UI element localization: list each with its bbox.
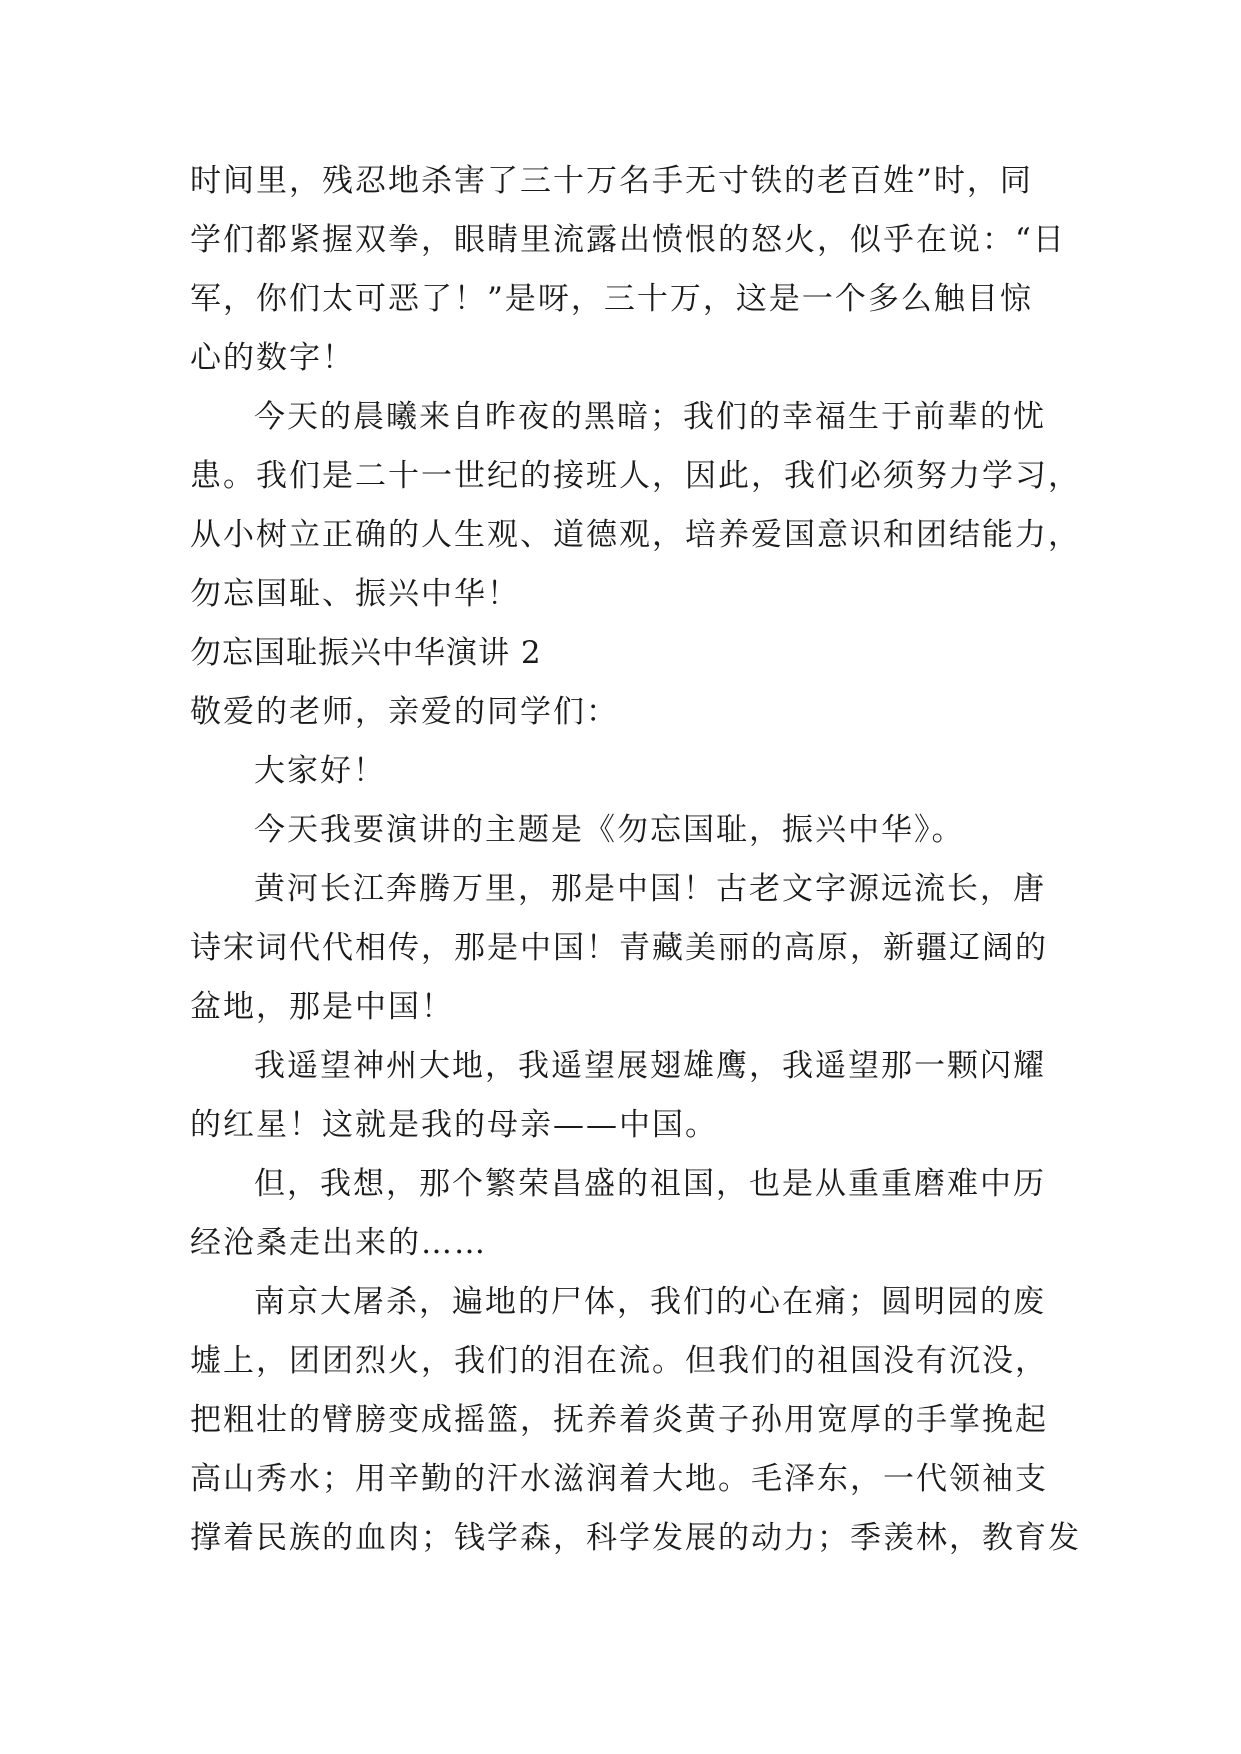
text-line: 心的数字！: [190, 340, 355, 376]
text-line: 我遥望神州大地，我遥望展翅雄鹰，我遥望那一颗闪耀: [254, 1048, 1046, 1084]
text-line: 时间里，残忍地杀害了三十万名手无寸铁的老百姓”时，同: [190, 163, 1033, 199]
text-line: 学们都紧握双拳，眼睛里流露出愤恨的怒火，似乎在说：“日: [190, 222, 1066, 258]
text-line: 的红星！这就是我的母亲——中国。: [190, 1107, 718, 1143]
document-body: [190, 152, 1081, 1568]
text-line: 墟上，团团烈火，我们的泪在流。但我们的祖国没有沉没，: [190, 1343, 1048, 1379]
text-line: 诗宋词代代相传，那是中国！青藏美丽的高原，新疆辽阔的: [190, 930, 1048, 966]
text-line: 南京大屠杀，遍地的尸体，我们的心在痛；圆明园的废: [254, 1284, 1046, 1320]
text-line: 撑着民族的血肉；钱学森，科学发展的动力；季羡林，教育发: [190, 1520, 1081, 1556]
text-line: 盆地，那是中国！: [190, 989, 454, 1025]
section-title: 勿忘国耻振兴中华演讲 2: [190, 635, 542, 671]
salutation: 敬爱的老师，亲爱的同学们：: [190, 694, 619, 730]
text-line: 军，你们太可恶了！”是呀，三十万，这是一个多么触目惊: [190, 281, 1033, 317]
text-line: 经沧桑走出来的……: [190, 1225, 487, 1261]
text-line: 黄河长江奔腾万里，那是中国！古老文字源远流长，唐: [254, 871, 1046, 907]
text-line: 患。我们是二十一世纪的接班人，因此，我们必须努力学习，: [190, 458, 1081, 494]
text-line: 勿忘国耻、振兴中华！: [190, 576, 520, 612]
text-line: 今天我要演讲的主题是《勿忘国耻，振兴中华》。: [254, 812, 965, 848]
text-line: 但，我想，那个繁荣昌盛的祖国，也是从重重磨难中历: [254, 1166, 1046, 1202]
text-line: 今天的晨曦来自昨夜的黑暗；我们的幸福生于前辈的忧: [254, 399, 1046, 435]
greeting: 大家好！: [254, 753, 386, 789]
text-line: 高山秀水；用辛勤的汗水滋润着大地。毛泽东，一代领袖支: [190, 1461, 1048, 1497]
text-line: 从小树立正确的人生观、道德观，培养爱国意识和团结能力，: [190, 517, 1081, 553]
text-line: 把粗壮的臂膀变成摇篮，抚养着炎黄子孙用宽厚的手掌挽起: [190, 1402, 1048, 1438]
